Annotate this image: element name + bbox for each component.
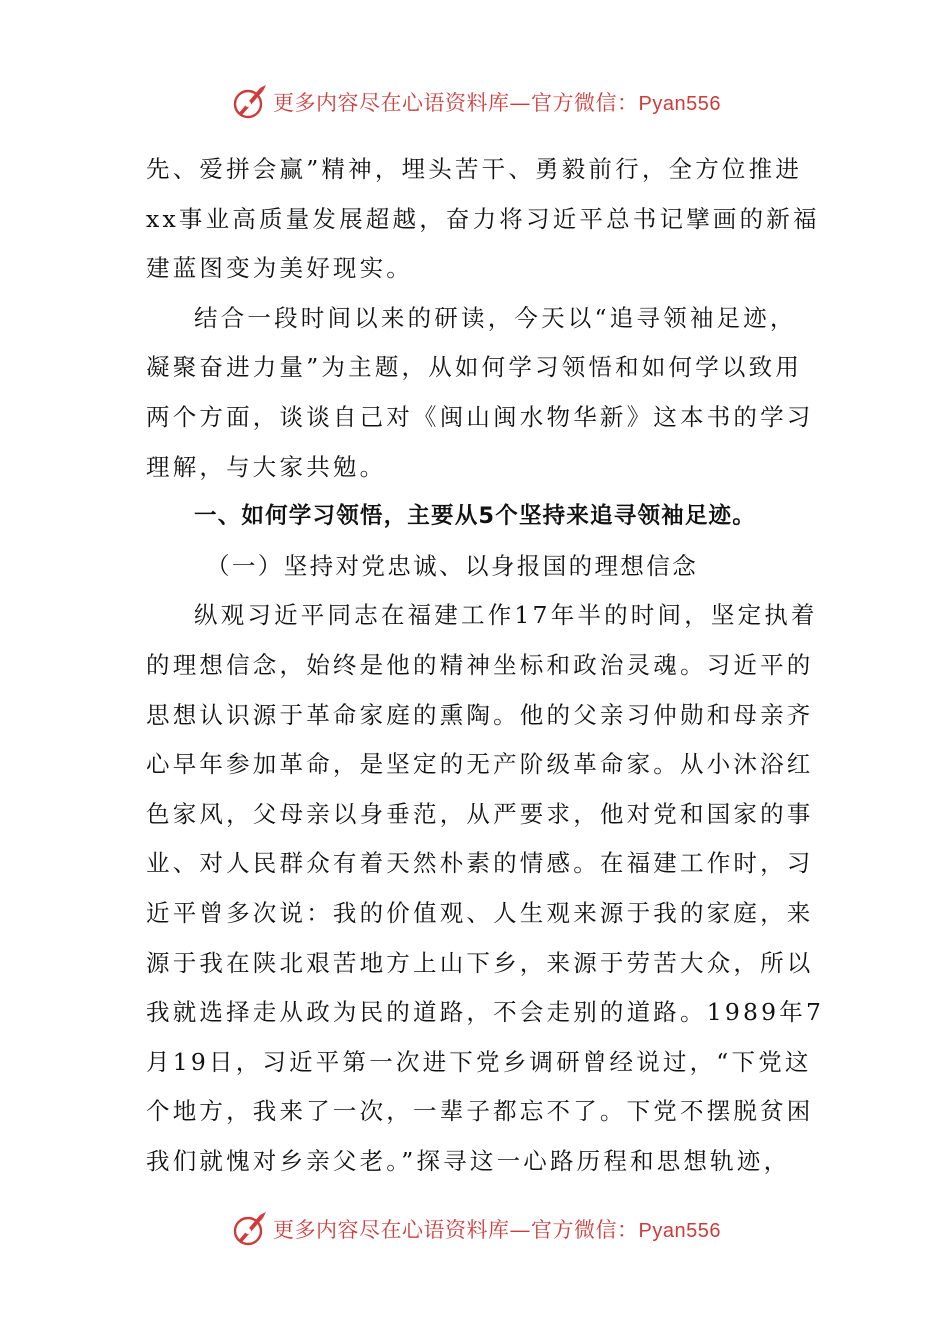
quill-seal-icon: [229, 82, 269, 122]
body-line: xx事业高质量发展超越，奋力将习近平总书记擘画的新福: [146, 204, 820, 233]
body-line: 两个方面，谈谈自己对《闽山闽水物华新》这本书的学习: [146, 402, 814, 431]
paragraph-start: 结合一段时间以来的研读，今天以“追寻领袖足迹，: [194, 303, 797, 332]
page-body: [146, 145, 825, 1186]
body-line: 建蓝图变为美好现实。: [146, 254, 413, 283]
body-line: 我们就愧对乡亲父老。”探寻这一心路历程和思想轨迹，: [146, 1146, 791, 1175]
body-line: 思想认识源于革命家庭的熏陶。他的父亲习仲勋和母亲齐: [146, 700, 814, 729]
quill-seal-icon: [229, 1209, 269, 1249]
body-line: 的理想信念，始终是他的精神坐标和政治灵魂。习近平的: [146, 650, 814, 679]
body-line: 源于我在陕北艰苦地方上山下乡，来源于劳苦大众，所以: [146, 948, 814, 977]
header-watermark: [0, 80, 950, 124]
body-line: 理解，与大家共勉。: [146, 452, 387, 481]
paragraph-start: 纵观习近平同志在福建工作17年半的时间，坚定执着: [194, 601, 818, 630]
body-line: 先、爱拼会赢”精神，埋头苦干、勇毅前行，全方位推进: [146, 155, 803, 183]
body-line: 业、对人民群众有着天然朴素的情感。在福建工作时，习: [146, 849, 814, 878]
section-heading: 一、如何学习领悟，主要从5个坚持来追寻领袖足迹。: [194, 503, 756, 530]
watermark-text: 更多内容尽在心语资料库—官方微信：Pyan556: [273, 1218, 721, 1242]
subsection-heading: （一）坚持对党忠诚、以身报国的理想信念: [206, 551, 699, 580]
body-line: 我就选择走从政为民的道路，不会走别的道路。1989年7: [146, 998, 825, 1027]
body-line: 近平曾多次说：我的价值观、人生观来源于我的家庭，来: [146, 898, 814, 927]
body-line: 个地方，我来了一次，一辈子都忘不了。下党不摆脱贫困: [146, 1097, 814, 1126]
body-line: 心早年参加革命，是坚定的无产阶级革命家。从小沐浴红: [146, 750, 814, 779]
watermark-text: 更多内容尽在心语资料库—官方微信：Pyan556: [273, 91, 721, 115]
watermark-handle: Pyan556: [638, 1220, 721, 1242]
body-line: 色家风，父母亲以身垂范，从严要求，他对党和国家的事: [146, 799, 814, 828]
body-line: 凝聚奋进力量”为主题，从如何学习领悟和如何学以致用: [146, 353, 803, 382]
body-line: 月19日，习近平第一次进下党乡调研曾经说过，“下党这: [146, 1047, 812, 1076]
watermark-handle: Pyan556: [638, 93, 721, 115]
footer-watermark: [0, 1207, 950, 1251]
